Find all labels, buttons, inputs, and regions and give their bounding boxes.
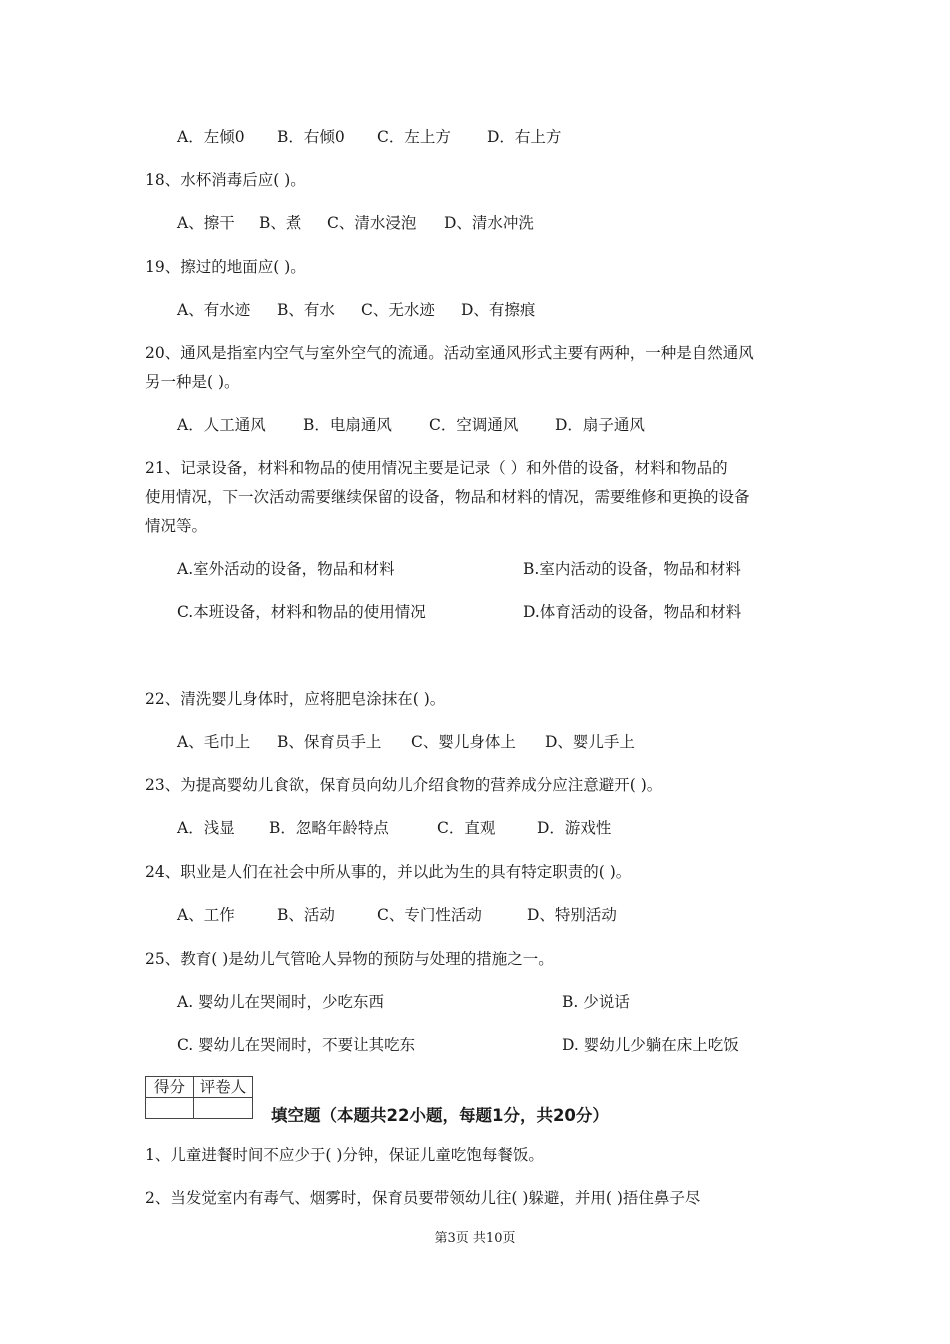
q23-option-c: C．直观	[437, 819, 496, 837]
q20-option-b: B．电扇通风	[303, 416, 392, 434]
q22-option-d: D、婴儿手上	[545, 733, 635, 751]
q18-option-a: A、擦干	[177, 214, 235, 232]
q25-stem: 25、教育( )是幼儿气管呛人异物的预防与处理的措施之一。	[145, 950, 554, 968]
score-table	[145, 1076, 253, 1119]
q25-option-b: B. 少说话	[562, 993, 630, 1011]
q21-option-c: C.本班设备，材料和物品的使用情况	[177, 603, 426, 621]
q24-option-d: D、特别活动	[527, 906, 617, 924]
q24-options	[177, 905, 617, 925]
q17-option-a: A．左倾0	[177, 128, 245, 146]
q22-stem: 22、清洗婴儿身体时，应将肥皂涂抹在( )。	[145, 690, 446, 708]
q18-option-d: D、清水冲洗	[444, 214, 534, 232]
q21-stem-line-1: 21、记录设备，材料和物品的使用情况主要是记录（ ）和外借的设备，材料和物品的	[145, 459, 728, 477]
fill-q2: 2、当发觉室内有毒气、烟雾时，保育员要带领幼儿往( )躲避，并用( )捂住鼻子尽	[145, 1189, 701, 1207]
grader-header: 评卷人	[194, 1077, 253, 1098]
q24-stem: 24、职业是人们在社会中所从事的，并以此为生的具有特定职责的( )。	[145, 863, 632, 881]
q23-options	[177, 818, 611, 838]
q24-option-c: C、专门性活动	[377, 906, 482, 924]
q17-option-b: B．右倾0	[277, 128, 345, 146]
q20-option-d: D．扇子通风	[555, 416, 645, 434]
q22-option-c: C、婴儿身体上	[411, 733, 516, 751]
q24-option-a: A、工作	[177, 906, 235, 924]
page-number: 第3页 共10页	[434, 1231, 516, 1246]
q17-option-c: C．左上方	[377, 128, 451, 146]
q18-option-b: B、煮	[259, 214, 302, 232]
q20-option-a: A．人工通风	[177, 416, 266, 434]
q17-options	[177, 127, 561, 147]
q22-options	[177, 732, 635, 752]
q19-option-c: C、无水迹	[361, 301, 435, 319]
q18-options	[177, 213, 534, 233]
q21-option-b: B.室内活动的设备，物品和材料	[523, 560, 741, 578]
q20-stem-line-2: 另一种是( )。	[145, 373, 240, 391]
grader-cell	[194, 1098, 253, 1119]
q19-option-b: B、有水	[277, 301, 335, 319]
q19-option-a: A、有水迹	[177, 301, 251, 319]
q21-stem-line-2: 使用情况，下一次活动需要继续保留的设备，物品和材料的情况，需要维修和更换的设备	[145, 488, 750, 506]
score-cell	[146, 1098, 194, 1119]
q22-option-b: B、保育员手上	[277, 733, 382, 751]
section-title: 填空题（本题共22小题，每题1分，共20分）	[271, 1106, 609, 1125]
fill-q1: 1、儿童进餐时间不应少于( )分钟，保证儿童吃饱每餐饭。	[145, 1146, 544, 1164]
q20-options	[177, 415, 645, 435]
q17-option-d: D．右上方	[487, 128, 562, 146]
q25-option-a: A. 婴幼儿在哭闹时，少吃东西	[177, 993, 385, 1011]
q23-option-b: B．忽略年龄特点	[269, 819, 389, 837]
q19-option-d: D、有擦痕	[461, 301, 536, 319]
q19-options	[177, 300, 535, 320]
q22-option-a: A、毛巾上	[177, 733, 251, 751]
q23-stem: 23、为提高婴幼儿食欲，保育员向幼儿介绍食物的营养成分应注意避开( )。	[145, 776, 663, 794]
q19-stem: 19、擦过的地面应( )。	[145, 258, 306, 276]
q21-option-d: D.体育活动的设备，物品和材料	[523, 603, 742, 621]
q21-option-a: A.室外活动的设备，物品和材料	[177, 560, 395, 578]
q21-stem-line-3: 情况等。	[145, 517, 208, 535]
q20-option-c: C．空调通风	[429, 416, 519, 434]
q23-option-d: D．游戏性	[537, 819, 612, 837]
q18-option-c: C、清水浸泡	[327, 214, 417, 232]
q24-option-b: B、活动	[277, 906, 335, 924]
q25-option-c: C. 婴幼儿在哭闹时，不要让其吃东	[177, 1036, 416, 1054]
q18-stem: 18、水杯消毒后应( )。	[145, 171, 306, 189]
q20-stem-line-1: 20、通风是指室内空气与室外空气的流通。活动室通风形式主要有两种，一种是自然通风	[145, 344, 754, 362]
q25-option-d: D. 婴幼儿少躺在床上吃饭	[562, 1036, 739, 1054]
q23-option-a: A．浅显	[177, 819, 235, 837]
score-header: 得分	[146, 1077, 194, 1098]
